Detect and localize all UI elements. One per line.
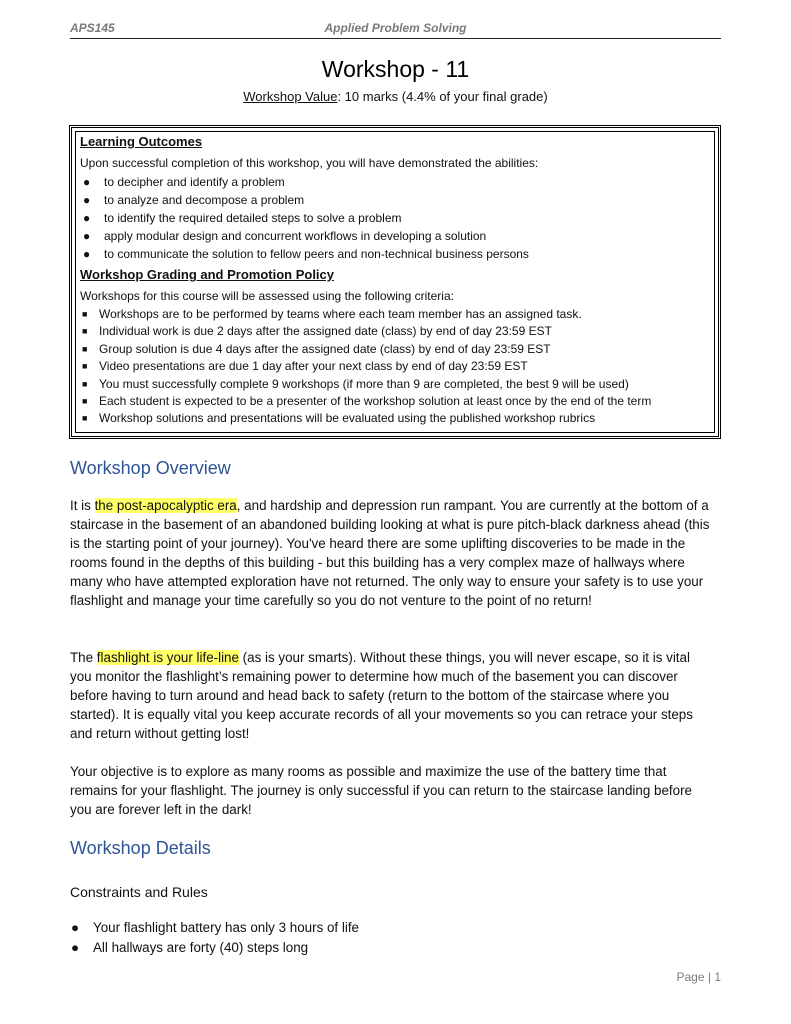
details-heading: Workshop Details [70, 838, 211, 858]
list-item: ● to decipher and identify a problem [83, 175, 285, 189]
bullet-icon: ● [83, 193, 91, 207]
square-bullet-icon: ■ [82, 361, 88, 372]
list-item: ■ Video presentations are due 1 day after your next class by end of day 23:59 EST [80, 358, 712, 375]
list-item: ● Your flashlight battery has only 3 hours of life [70, 918, 359, 938]
workshop-value-text: : 10 marks (4.4% of your final grade) [337, 89, 548, 104]
outcomes-box-content [80, 132, 712, 428]
highlighted-text: flashlight is your life-line [96, 650, 239, 665]
page-number: 1 [714, 970, 721, 984]
page-label: Page [676, 970, 705, 984]
list-item: ■ Workshops are to be performed by teams where each team member has an assigned task. [80, 306, 712, 323]
list-item: ■ Each student is expected to be a presenter of the workshop solution at least once by the end of the term [80, 393, 712, 410]
overview-paragraph-3: Your objective is to explore as many rooms as possible and maximize the use of the battery time that remains for your flashlight. The journey is only successful if you can return to the staircase landing before you are forever left in the dark! [70, 764, 692, 817]
page-header [70, 18, 721, 39]
list-item: ● All hallways are forty (40) steps long [70, 938, 359, 958]
list-item: ■ Individual work is due 2 days after the assigned date (class) by end of day 23:59 EST [80, 323, 712, 340]
list-item: ● to identify the required detailed steps to solve a problem [83, 211, 402, 225]
page-footer [676, 970, 721, 984]
overview-heading: Workshop Overview [70, 458, 231, 478]
bullet-icon: ● [71, 920, 80, 935]
square-bullet-icon: ■ [82, 413, 88, 424]
square-bullet-icon: ■ [82, 378, 88, 389]
learning-outcomes-intro: Upon successful completion of this workshop, you will have demonstrated the abilities: [80, 156, 539, 170]
overview-paragraph-2: The flashlight is your life-line (as is your smarts). Without these things, you will never escape, so it is vital you monitor the flashlight’s remaining power to determine how much of the basement you can discover before having to turn around and head back to safety (return to the bottom of the staircase where you started). It is equally vital you keep accurate records of all your movements so you can retrace your steps and return without getting lost! [70, 650, 693, 741]
square-bullet-icon: ■ [82, 343, 88, 354]
course-code: APS145 [70, 21, 115, 35]
list-item: ■ Workshop solutions and presentations will be evaluated using the published workshop rubrics [80, 410, 712, 427]
grading-policy-list [80, 306, 712, 428]
list-item: ■ Group solution is due 4 days after the assigned date (class) by end of day 23:59 EST [80, 341, 712, 358]
grading-policy-heading: Workshop Grading and Promotion Policy [80, 267, 335, 282]
bullet-icon: ● [71, 940, 80, 955]
square-bullet-icon: ■ [82, 396, 88, 407]
square-bullet-icon: ■ [82, 326, 88, 337]
learning-outcomes-heading: Learning Outcomes [80, 134, 203, 149]
course-name: Applied Problem Solving [324, 21, 467, 35]
grading-policy-intro: Workshops for this course will be assessed using the following criteria: [80, 289, 454, 303]
constraints-subheading: Constraints and Rules [70, 884, 208, 900]
overview-paragraph-1: It is the post-apocalyptic era, and hardship and depression run rampant. You are currently at the bottom of a staircase in the basement of an abandoned building looking at what is pure pitch-black darkness ahead (this is the starting point of your journey). You've heard there are some uplifting discoveries to be made in the rooms found in the depths of this building - but this building has a very complex maze of hallways where many who have attempted exploration have not returned. The only way to ensure your safety is to use your flashlight and manage your time carefully so you do not venture to the point of no return! [70, 498, 710, 608]
learning-outcomes-list [80, 173, 712, 263]
list-item: ■ You must successfully complete 9 workshops (if more than 9 are completed, the best 9 will be used) [80, 376, 712, 393]
page-separator: | [707, 970, 711, 984]
list-item: ● to communicate the solution to fellow peers and non-technical business persons [83, 247, 529, 261]
square-bullet-icon: ■ [82, 309, 88, 319]
list-item: ● to analyze and decompose a problem [83, 193, 305, 207]
outcomes-box [69, 125, 721, 439]
bullet-icon: ● [83, 229, 91, 243]
workshop-value-label: Workshop Value [243, 89, 338, 104]
bullet-icon: ● [83, 175, 91, 189]
bullet-icon: ● [83, 247, 91, 261]
workshop-value [0, 89, 791, 104]
highlighted-text: the post-apocalyptic era [94, 498, 237, 513]
page-title: Workshop - 11 [321, 56, 470, 82]
list-item: ● apply modular design and concurrent workflows in developing a solution [83, 229, 487, 243]
constraints-list [70, 918, 359, 958]
bullet-icon: ● [83, 211, 91, 225]
